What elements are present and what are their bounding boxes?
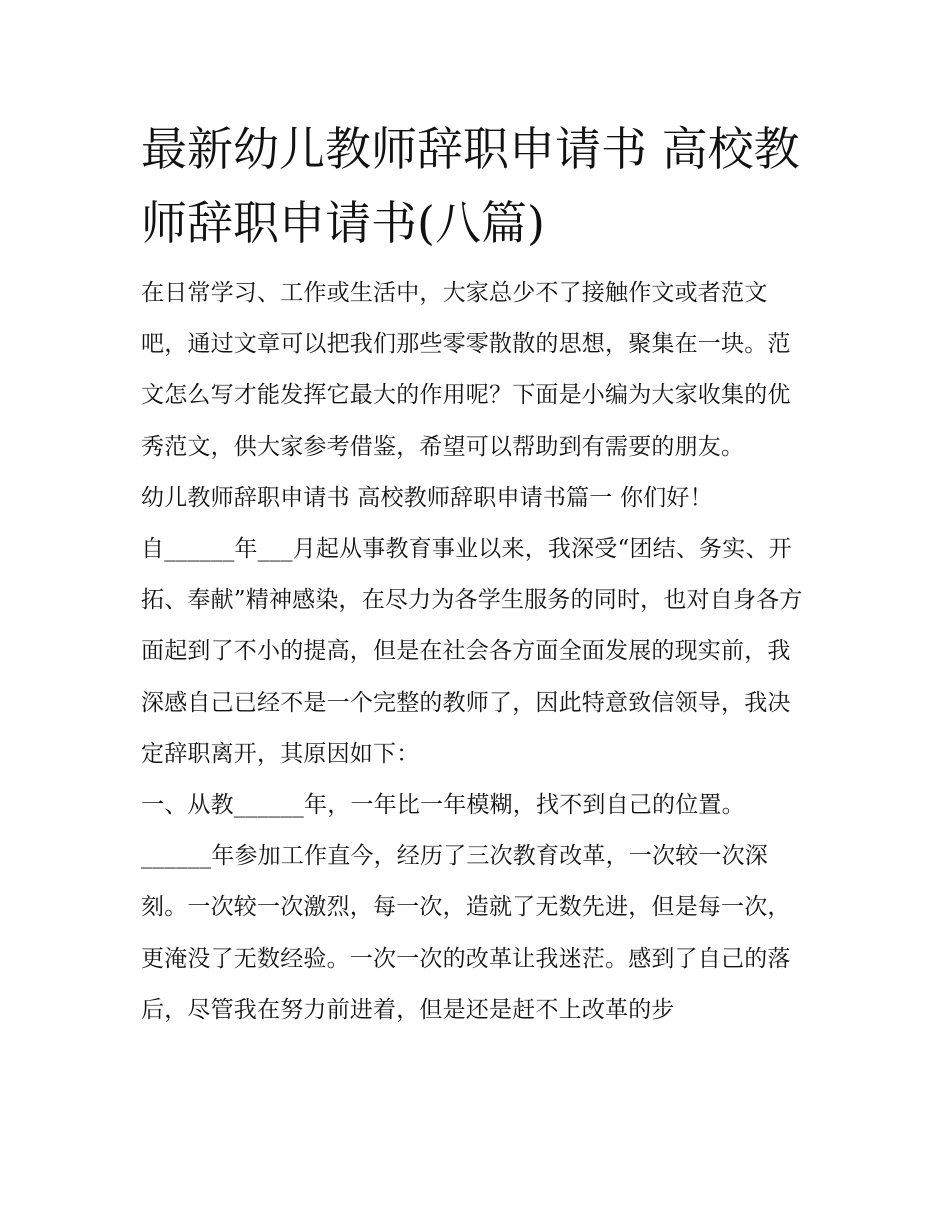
- paragraph-reason-detail: ______年参加工作直今，经历了三次教育改革，一次较一次深刻。一次较一次激烈，每一次，造就了无数先进，但是每一次，更淹没了无数经验。一次一次的改革让我迷茫。感到了自己的落后，尽管我在努力前进着，但是还是赶不上改革的步: [141, 843, 791, 1023]
- paragraph-intro: 在日常学习、工作或生活中，大家总少不了接触作文或者范文吧，通过文章可以把我们那些零零散散的思想，聚集在一块。范文怎么写才能发挥它最大的作用呢？下面是小编为大家收集的优秀范文，供大家参考借鉴，希望可以帮助到有需要的朋友。: [141, 280, 791, 460]
- document-page: [141, 112, 813, 1036]
- paragraph-section-heading: 幼儿教师辞职申请书 高校教师辞职申请书篇一 你们好！: [141, 484, 713, 511]
- paragraph-reason-one: 一、从教______年，一年比一年模糊，找不到自己的位置。: [141, 792, 745, 819]
- document-body: [141, 268, 813, 1036]
- document-title: 最新幼儿教师辞职申请书 高校教师辞职申请书(八篇): [141, 122, 800, 250]
- paragraph-background: 自______年___月起从事教育事业以来，我深受“团结、务实、开拓、奉献”精神感染，在尽力为各学生服务的同时，也对自身各方面起到了不小的提高，但是在社会各方面全面发展的现实前，我深感自己已经不是一个完整的教师了，因此特意致信领导，我决定辞职离开，其原因如下：: [141, 536, 803, 767]
